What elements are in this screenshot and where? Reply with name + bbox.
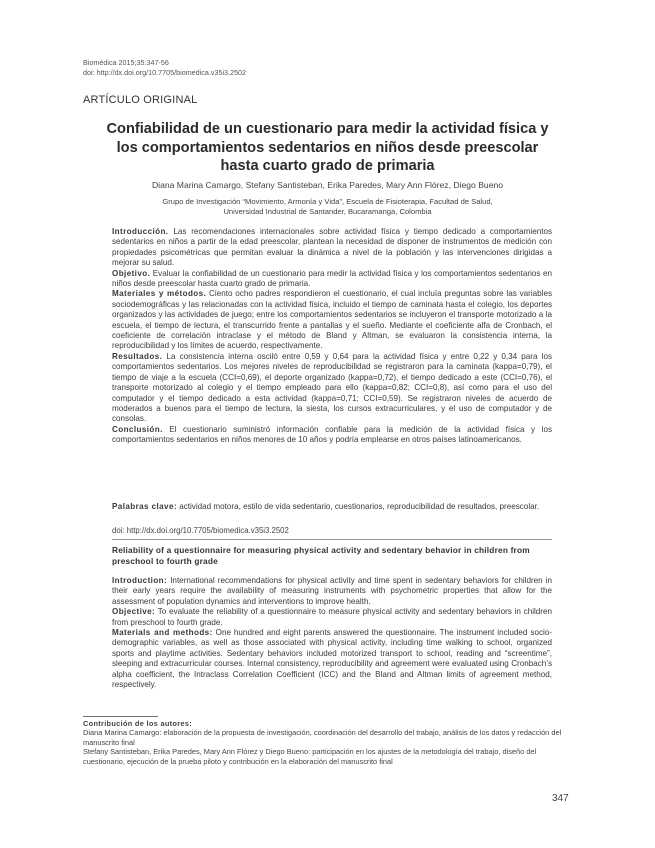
keywords-label: Palabras clave: [112,502,177,511]
article-type-label: ARTÍCULO ORIGINAL [83,94,198,106]
materiales-text: Ciento ocho padres respondieron el cuestionario, el cual incluía preguntas sobre las variables sociodemográficas y las relacionadas con la actividad física, incluido el tiempo de caminata hasta el colegio, los deportes organizados y las actividades de juego; entre los comportamientos sedentarios se incluyeron el transporte motorizado a la escuela, el tiempo de lectura, el transcurrido frente a pantallas y el sueño. Mediante el coeficiente alfa de Cronbach, el coeficiente de correlación intraclase y el método de Bland y Altman, se evaluaron la consistencia interna, la reproducibilidad y los límites de acuerdo, respectivamente. [112,289,552,351]
abstract-objective [112,607,552,628]
journal-header [83,58,246,77]
introduction-text: International recommendations for physical activity and time spent in sedentary behaviors for children in their early years require the availability of measuring instruments with psychometric properties that allow for the assessment of population dynamics and interventions to improve health. [112,576,553,606]
affiliation-line-2: Universidad Industrial de Santander, Bucaramanga, Colombia [223,206,432,216]
abstract-materials [112,628,552,690]
resultados-text: La consistencia interna osciló entre 0,59 y 0,64 para la actividad física y entre 0,22 y 0,34 para los comportamientos sedentarios. Los mejores niveles de reproducibilidad se registraron para la caminata (kappa=0,79), el tiempo de viaje a la escuela (CCI=0,69), el deporte organizado (kappa=0,72), el tiempo dedicado a este (CCI=0,76), el transporte motorizado al colegio y el tiempo empleado para ello (kappa=0,82; CCI=0,8), así como para el uso del computador y el tiempo dedicado a esta actividad (kappa=0,71; CCI=0,59). Se registraron niveles de acuerdo de moderados a buenos para el tiempo de lectura, la siesta, los cursos extracurriculares, y el uso de computador y de consolas. [112,351,553,424]
abstract-materiales [112,289,552,351]
abstract-introduccion [112,227,552,269]
doi-repeat: doi: http://dx.doi.org/10.7705/biomedica.v35i3.2502 [112,526,289,535]
footnote-line-1: Diana Marina Camargo: elaboración de la propuesta de investigación, coordinación del desarrollo del trabajo, análisis de los datos y redacción del manuscrito final [83,728,562,747]
citation-line: Biomédica 2015;35:347-56 [83,58,169,67]
abstract-spanish [112,227,552,446]
objective-text: To evaluate the reliability of a questionnaire to measure physical activity and sedentary behaviors in children from preschool to fourth grade. [112,607,552,627]
author-list: Diana Marina Camargo, Stefany Santisteban, Erika Paredes, Mary Ann Flórez, Diego Bueno [151,180,504,190]
article-title: Confiabilidad de un cuestionario para medir la actividad física y los comportamientos sedentarios en niños desde preescolar hasta cuarto grado de primaria [106,121,549,174]
abstract-objetivo [112,269,552,290]
resultados-label: Resultados. [112,351,163,361]
doi-line: doi: http://dx.doi.org/10.7705/biomedica.v35i3.2502 [83,67,247,77]
abstract-conclusion [112,425,552,446]
conclusion-text: El cuestionario suministró información confiable para la medición de la actividad física y los comportamientos sedentarios en niños menores de 10 años y podría emplearse en otros países latinoamericanos. [112,424,553,445]
keywords-text: actividad motora, estilo de vida sedentario, cuestionarios, reproducibilidad de resultados, preescolar. [179,502,540,511]
abstract-english [112,576,552,690]
abstract-resultados [112,352,552,425]
objective-label: Objective: [112,607,156,617]
objetivo-label: Objetivo. [112,268,151,278]
affiliation-line-1: Grupo de Investigación “Movimiento, Armonía y Vida”, Escuela de Fisioterapia, Facultad de Salud, [162,197,493,206]
materials-text: One hundred and eight parents answered the questionnaire. The instrument included socio-demographic variables, as well as those associated with physical activity, including time walking to school, organized sports and playtime activities. Sedentary behaviors included motorized transport to school, reading and “screentime”, sleeping and extracurricular courses. Internal consistency, reproducibility and agreement were evaluated using Cronbach’s alpha coefficient, the Intraclass Correlation Coefficient (ICC) and the Bland and Altman limits of agreement method, respectively. [112,628,553,690]
objetivo-text: Evaluar la confiabilidad de un cuestionario para medir la actividad física y los comportamientos sedentarios en niños desde preescolar hasta cuarto grado de primaria. [112,268,552,289]
footnote-rule [83,716,158,717]
introduction-label: Introduction: [112,576,168,585]
footnote-line-2: Stefany Santisteban, Erika Paredes, Mary Ann Flórez y Diego Bueno: participación en los ajustes de la metodología del trabajo, diseño del cuestionario, ejecución de la prueba piloto y contribución en la elaboración del manuscrito final [83,747,537,766]
affiliation [83,197,572,216]
conclusion-label: Conclusión. [112,424,163,434]
introduccion-text: Las recomendaciones internacionales sobre actividad física y tiempo dedicado a comportamientos sedentarios en niños a partir de la edad preescolar, plantean la necesidad de disponer de instrumentos de medición con propiedades psicométricas que permitan evaluar la dinámica a nivel de la población y las intervenciones dirigidas a mejorar su salud. [112,227,553,268]
keywords [112,502,552,512]
footnote-title: Contribución de los autores: [83,719,192,728]
materials-label: Materials and methods: [112,628,213,638]
section-divider [112,539,552,540]
introduccion-label: Introducción. [112,227,169,236]
english-title: Reliability of a questionnaire for measuring physical activity and sedentary behavior in children from preschool to fourth grade [112,545,530,566]
page-number: 347 [552,793,569,804]
materiales-label: Materiales y métodos. [112,289,207,299]
footnote [83,719,573,766]
abstract-introduction [112,576,552,607]
